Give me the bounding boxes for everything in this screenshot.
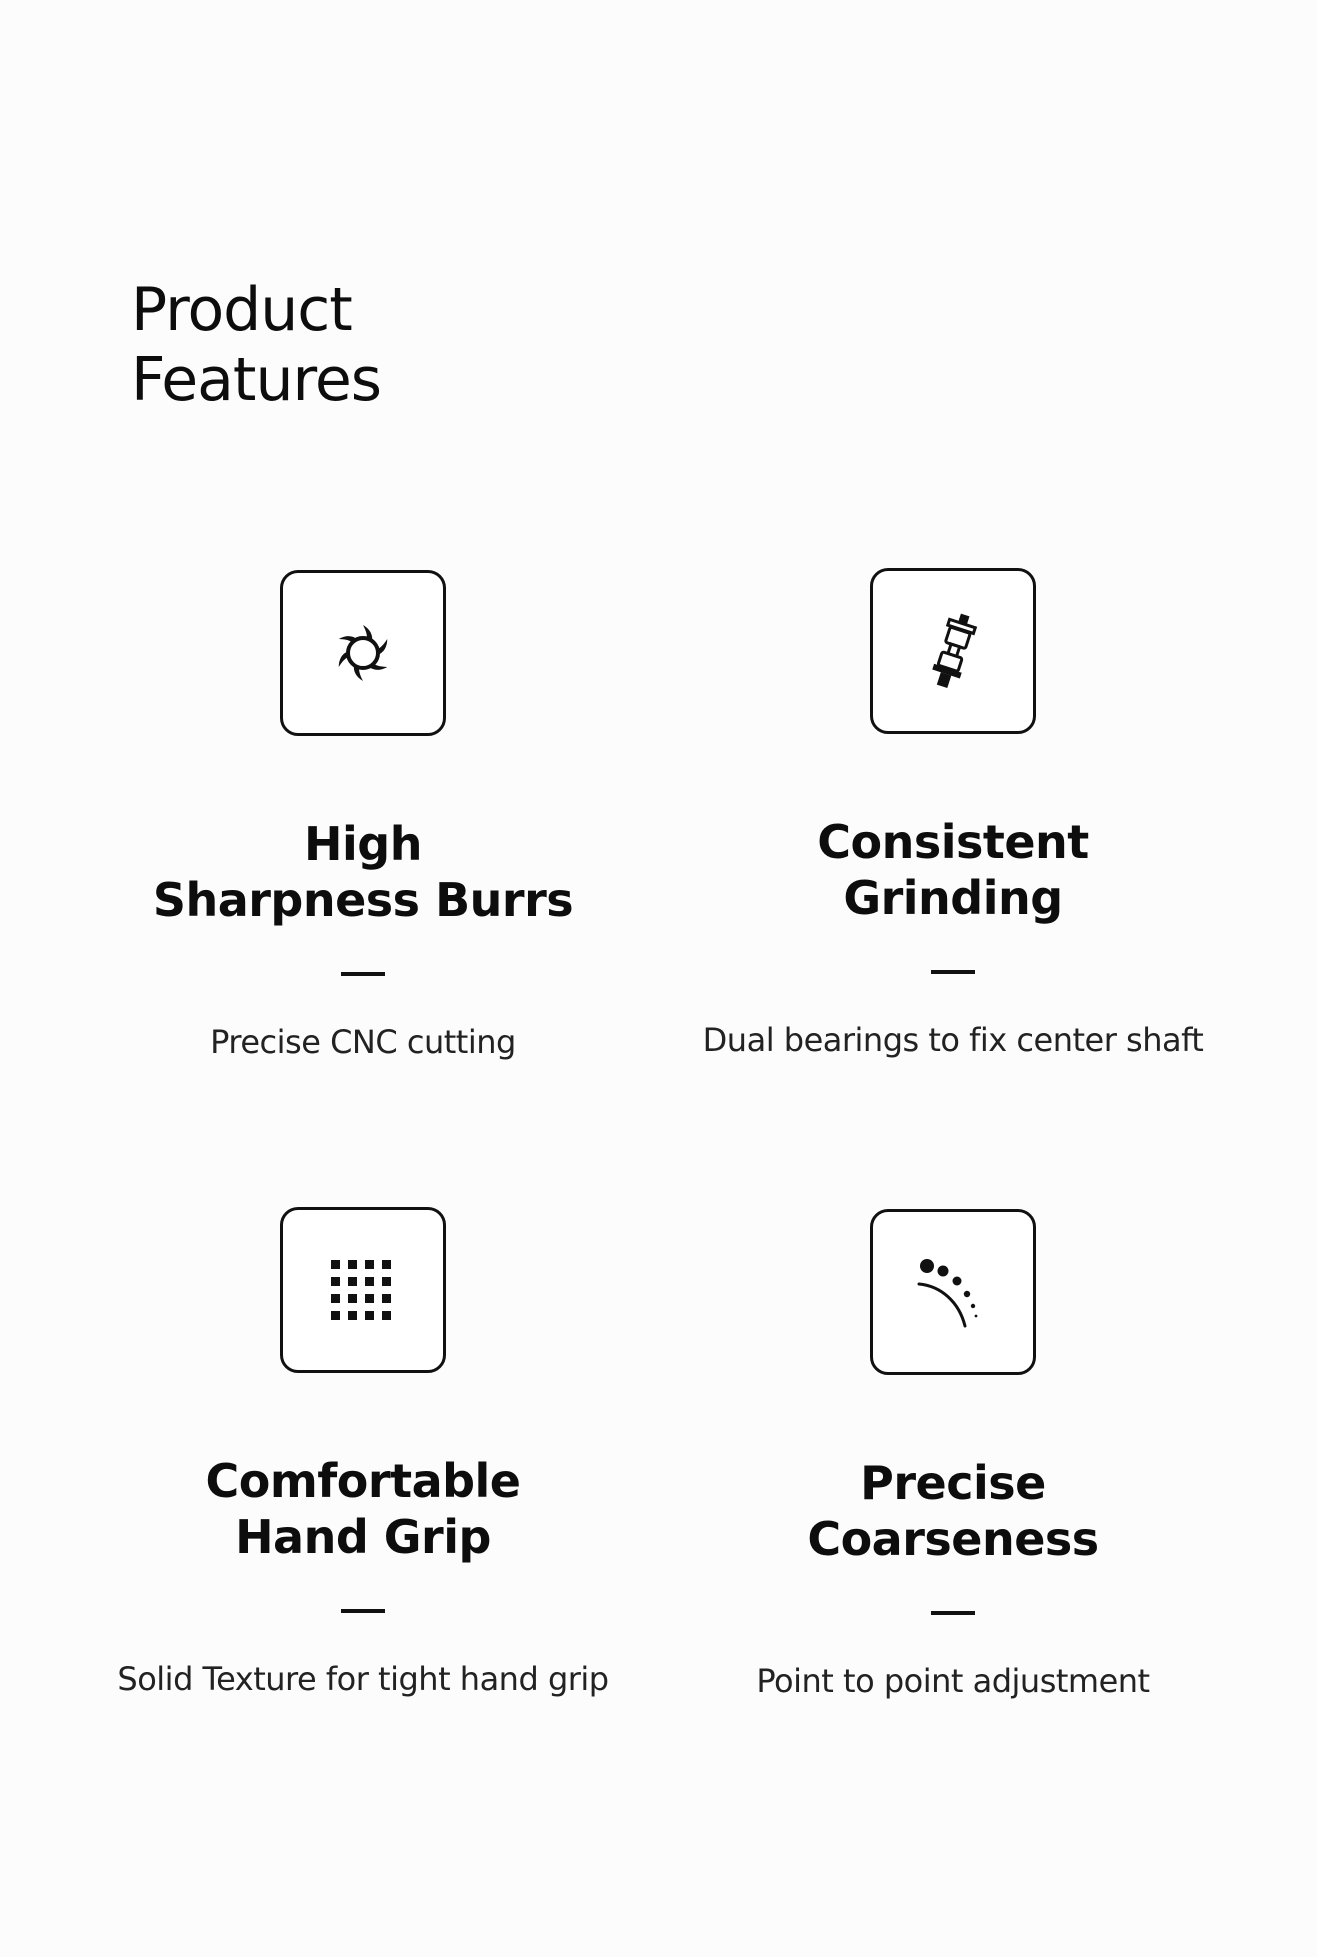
feature-heading-line1: High <box>304 817 422 871</box>
feature-description: Precise CNC cutting <box>210 1023 516 1061</box>
feature-card-hand-grip <box>83 1207 643 1699</box>
bearing-shaft-icon <box>905 603 1001 699</box>
feature-card-consistent-grinding <box>673 568 1233 1060</box>
feature-icon-box <box>870 1209 1036 1375</box>
feature-heading-line2: Grinding <box>843 871 1063 925</box>
page-title-line2: Features <box>131 345 381 415</box>
feature-description: Dual bearings to fix center shaft <box>702 1021 1204 1059</box>
feature-heading <box>673 814 1233 926</box>
feature-heading-line1: Comfortable <box>205 1454 521 1508</box>
heading-divider <box>931 1611 975 1615</box>
feature-description: Solid Texture for tight hand grip <box>117 1660 609 1698</box>
feature-icon-box <box>280 570 446 736</box>
page-title-line1: Product <box>131 275 352 345</box>
feature-card-sharpness <box>83 570 643 1062</box>
burr-blade-icon <box>315 605 411 701</box>
feature-heading-line1: Precise <box>860 1456 1046 1510</box>
feature-heading-line2: Sharpness Burrs <box>152 873 574 927</box>
coarseness-dots-icon <box>905 1244 1001 1340</box>
feature-description: Point to point adjustment <box>756 1662 1150 1700</box>
heading-divider <box>931 970 975 974</box>
feature-icon-box <box>280 1207 446 1373</box>
heading-divider <box>341 972 385 976</box>
page-title <box>131 275 381 415</box>
feature-icon-box <box>870 568 1036 734</box>
feature-heading-line2: Coarseness <box>807 1512 1099 1566</box>
feature-heading <box>83 1453 643 1565</box>
feature-heading-line2: Hand Grip <box>235 1510 491 1564</box>
dot-grid-icon <box>315 1242 411 1338</box>
feature-heading-line1: Consistent <box>817 815 1089 869</box>
feature-card-coarseness <box>673 1209 1233 1701</box>
feature-heading <box>83 816 643 928</box>
heading-divider <box>341 1609 385 1613</box>
feature-heading <box>673 1455 1233 1567</box>
